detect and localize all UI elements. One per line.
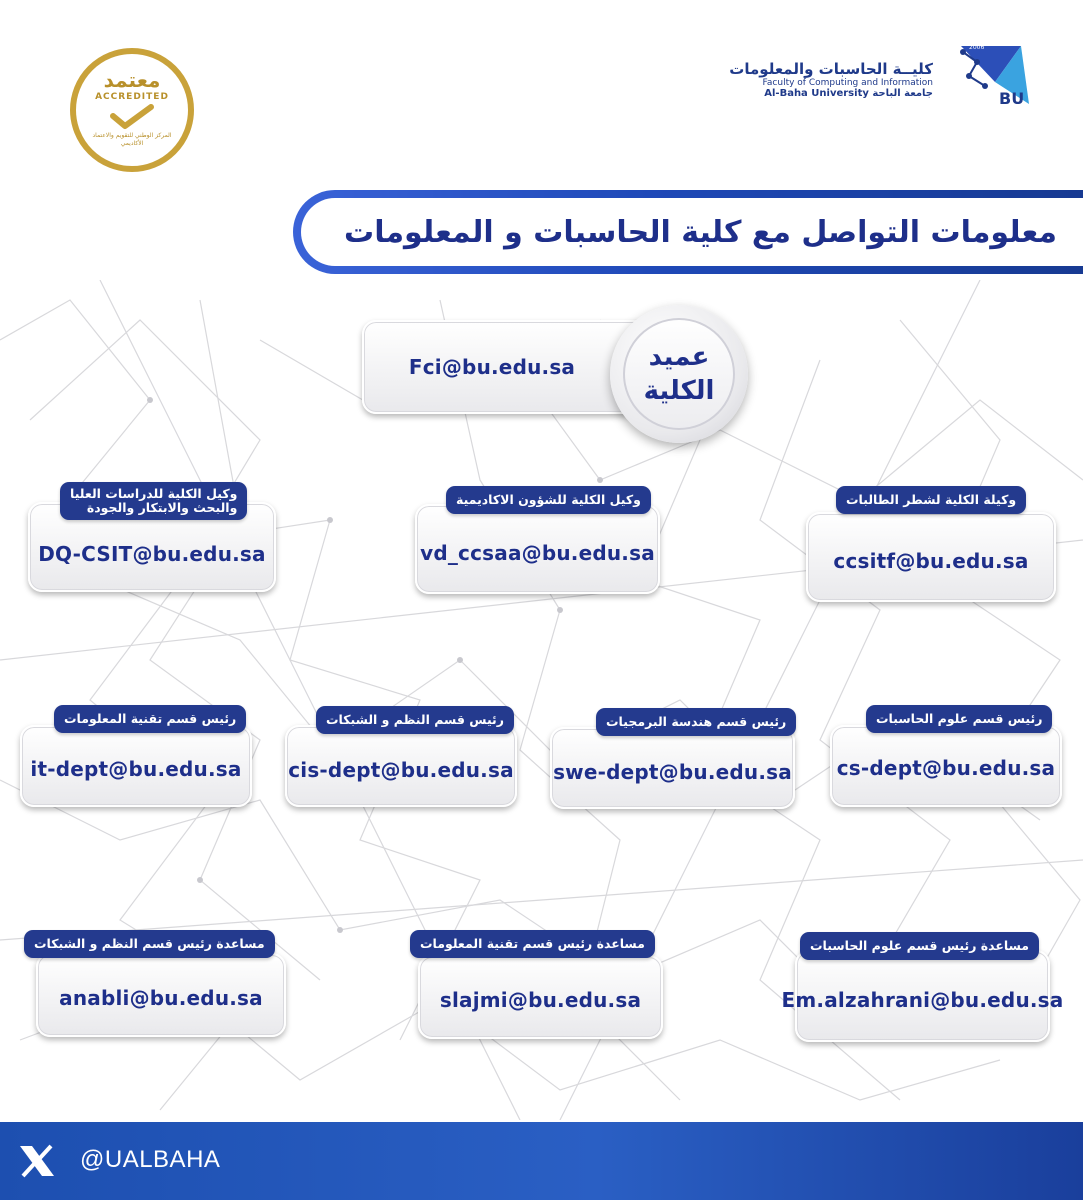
college-name-english: Faculty of Computing and Information	[762, 78, 933, 88]
vice-dean-academic-email[interactable]: vd_ccsaa@bu.edu.sa	[420, 541, 655, 565]
seal-arabic-label: معتمد	[103, 68, 161, 92]
it-assistant-title: مساعدة رئيس قسم تقنية المعلومات	[410, 930, 655, 958]
university-name: Al-Baha University جامعة الباحة	[764, 88, 933, 99]
it-head-title: رئيس قسم تقنية المعلومات	[54, 705, 246, 733]
emblem-bu-text: BU	[999, 89, 1025, 108]
cis-assistant-title: مساعدة رئيس قسم النظم و الشبكات	[24, 930, 275, 958]
college-name-arabic: كليــة الحاسبات والمعلومات	[729, 60, 933, 78]
it-assistant-email[interactable]: slajmi@bu.edu.sa	[439, 988, 642, 1012]
cs-head-title: رئيس قسم علوم الحاسبات	[866, 705, 1052, 733]
check-mark-icon	[109, 104, 155, 130]
seal-small-text: المركز الوطني للتقويم والاعتماد الأكاديمي	[92, 132, 172, 147]
swe-head-title: رئيس قسم هندسة البرمجيات	[596, 708, 796, 736]
it-head-card[interactable]	[20, 725, 252, 807]
college-logo	[729, 42, 1043, 117]
emblem-year-text: 2006	[969, 44, 985, 51]
seal-english-label: ACCREDITED	[95, 92, 169, 102]
vice-dean-graduate-email[interactable]: DQ-CSIT@bu.edu.sa	[38, 542, 266, 566]
cs-assistant-email[interactable]: Em.alzahrani@bu.edu.sa	[781, 988, 1064, 1012]
vice-dean-female-email[interactable]: ccsitf@bu.edu.sa	[833, 549, 1029, 573]
accreditation-seal	[70, 48, 194, 172]
vice-dean-academic-title: وكيل الكلية للشؤون الاكاديمية	[446, 486, 651, 514]
dean-badge-inner	[623, 318, 735, 430]
vice-dean-female-card[interactable]	[806, 512, 1056, 602]
cis-head-card[interactable]	[285, 725, 517, 807]
vice-dean-academic-card[interactable]	[415, 504, 660, 594]
dean-email[interactable]: Fci@bu.edu.sa	[408, 355, 576, 379]
college-logo-text	[729, 60, 933, 99]
cis-assistant-email[interactable]: anabli@bu.edu.sa	[59, 986, 263, 1010]
title-banner-inner	[301, 198, 1083, 266]
cs-head-card[interactable]	[830, 725, 1062, 807]
swe-head-email[interactable]: swe-dept@bu.edu.sa	[553, 760, 792, 784]
it-head-email[interactable]: it-dept@bu.edu.sa	[30, 757, 242, 781]
cis-head-title: رئيس قسم النظم و الشبكات	[316, 706, 514, 734]
cs-assistant-title: مساعدة رئيس قسم علوم الحاسبات	[800, 932, 1039, 960]
page-title: معلومات التواصل مع كلية الحاسبات و المعلومات	[344, 214, 1057, 250]
dean-badge	[610, 305, 748, 443]
social-handle[interactable]: @UALBAHA	[80, 1146, 221, 1173]
it-assistant-card[interactable]	[418, 955, 663, 1039]
cs-head-email[interactable]: cs-dept@bu.edu.sa	[836, 756, 1056, 780]
cs-assistant-card[interactable]	[781, 950, 1064, 1042]
vice-dean-female-title: وكيلة الكلية لشطر الطالبات	[836, 486, 1026, 514]
x-logo-icon[interactable]	[18, 1144, 56, 1178]
dean-label: عميد الكلية	[643, 342, 715, 406]
cis-head-email[interactable]: cis-dept@bu.edu.sa	[288, 758, 514, 782]
vice-dean-graduate-title: وكيل الكلية للدراسات العليا والبحث والابتكار والجودة	[60, 482, 247, 520]
cis-assistant-card[interactable]	[36, 953, 286, 1037]
title-banner	[293, 190, 1083, 274]
footer-bar	[0, 1122, 1083, 1200]
university-emblem-icon	[951, 42, 1031, 108]
swe-head-card[interactable]	[550, 727, 795, 809]
